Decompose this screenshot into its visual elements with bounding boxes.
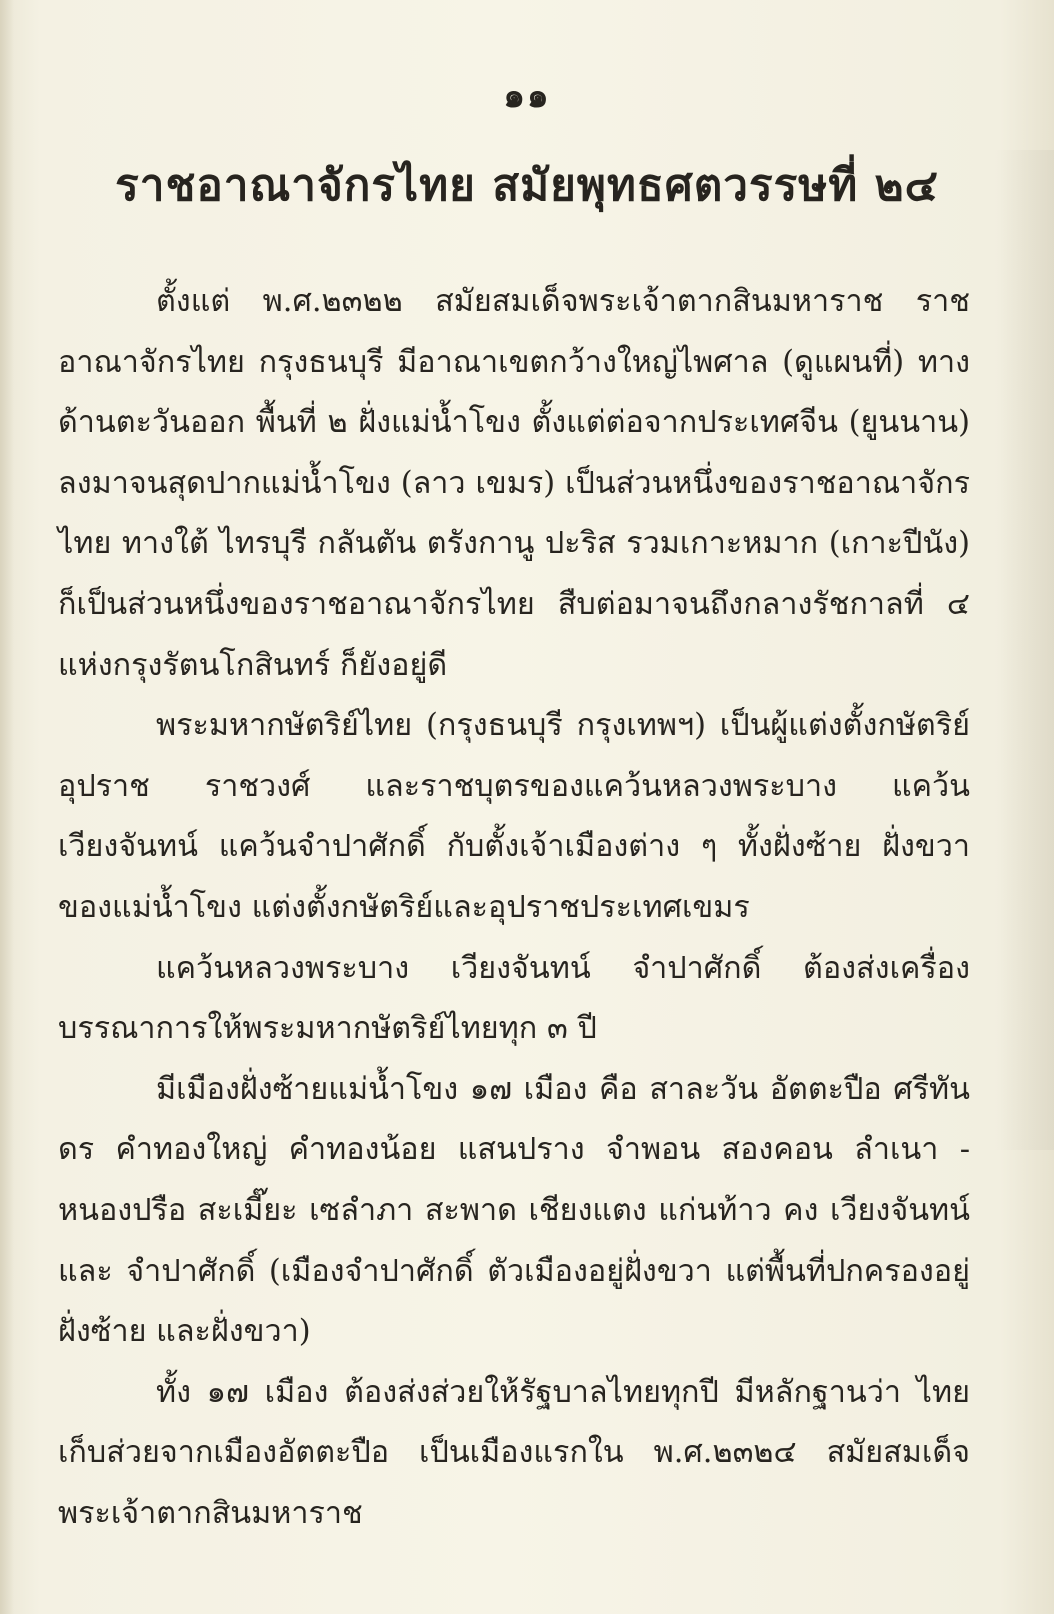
paragraph-4: มีเมืองฝั่งซ้ายแม่น้ำโขง ๑๗ เมือง คือ สาละวัน อัตตะปือ ศรีทันดร คำทองใหญ่ คำทองน้อย แสนปราง จำพอน สองคอน ลำเนา - หนองปรือ สะเมี๊ยะ เซลำภา สะพาด เชียงแตง แก่นท้าว คง เวียงจันทน์ และ จำปาศักดิ์ (เมืองจำปาศักดิ์ ตัวเมืองอยู่ฝั่งขวา แต่พื้นที่ปกครองอยู่ฝั่งซ้าย และฝั่งขวา) (58, 1071, 970, 1350)
paragraph-2: พระมหากษัตริย์ไทย (กรุงธนบุรี กรุงเทพฯ) เป็นผู้แต่งตั้งกษัตริย์ อุปราช ราชวงศ์ และราชบุตรของแคว้นหลวงพระบาง แคว้นเวียงจันทน์ แคว้นจำปาศักดิ์ กับตั้งเจ้าเมืองต่าง ๆ ทั้งฝั่งซ้าย ฝั่งขวา ของแม่น้ำโขง แต่งตั้งกษัตริย์และอุปราชประเทศเขมร (58, 708, 970, 925)
page-edge-shading (994, 150, 1054, 1150)
page-number: ๑๑ (503, 76, 551, 116)
paragraph-1: ตั้งแต่ พ.ศ.๒๓๒๒ สมัยสมเด็จพระเจ้าตากสินมหาราช ราชอาณาจักรไทย กรุงธนบุรี มีอาณาเขตกว้างใหญ่ไพศาล (ดูแผนที่) ทางด้านตะวันออก พื้นที่ ๒ ฝั่งแม่น้ำโขง ตั้งแต่ต่อจากประเทศจีน (ยูนนาน) ลงมาจนสุดปากแม่น้ำโขง (ลาว เขมร) เป็นส่วนหนึ่งของราชอาณาจักรไทย ทางใต้ ไทรบุรี กลันตัน ตรังกานู ปะริส รวมเกาะหมาก (เกาะปีนัง) ก็เป็นส่วนหนึ่งของราชอาณาจักรไทย สืบต่อมาจนถึงกลางรัชกาลที่ ๔ แห่งกรุงรัตนโกสินทร์ ก็ยังอยู่ดี (58, 284, 970, 683)
body-text (58, 272, 970, 1544)
page-gutter-shadow (0, 0, 14, 1614)
paragraph-3: แคว้นหลวงพระบาง เวียงจันทน์ จำปาศักดิ์ ต้องส่งเครื่องบรรณาการให้พระมหากษัตริย์ไทยทุก ๓ ปี (58, 950, 970, 1047)
paragraph-5: ทั้ง ๑๗ เมือง ต้องส่งส่วยให้รัฐบาลไทยทุกปี มีหลักฐานว่า ไทยเก็บส่วยจากเมืองอัตตะปือ เป็นเมืองแรกใน พ.ศ.๒๓๒๔ สมัยสมเด็จพระเจ้าตากสินมหาราช (58, 1374, 970, 1531)
chapter-title: ราชอาณาจักรไทย สมัยพุทธศตวรรษที่ ๒๔ (115, 160, 939, 211)
